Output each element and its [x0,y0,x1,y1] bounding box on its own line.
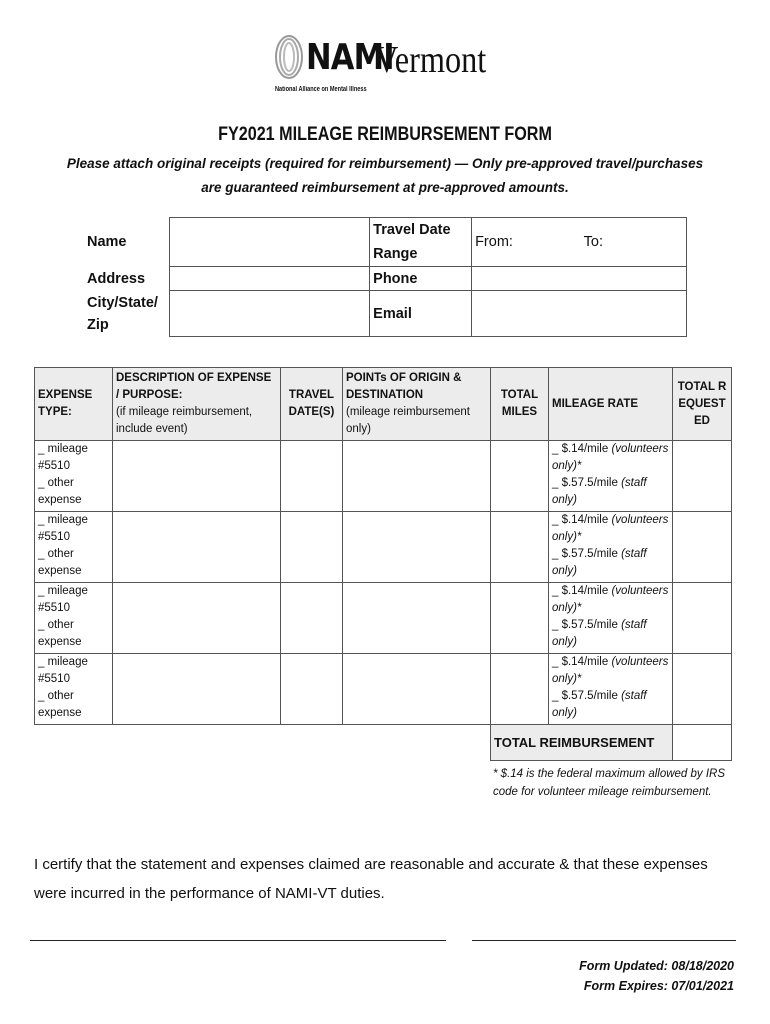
total-requested-cell[interactable] [673,583,732,654]
rate-volunteer-note: (volunteers only)* [552,443,669,472]
rate-option-volunteer[interactable] [552,583,669,617]
rate-volunteer-amount: _ $.14/mile [552,514,609,526]
city-state-zip-field[interactable] [170,291,370,337]
city-state-zip-label: City/State/Zip [87,294,158,333]
header-description [113,368,281,441]
travel-date-field[interactable] [472,218,687,267]
points-cell[interactable] [343,441,491,512]
travel-dates-cell[interactable] [281,654,343,725]
total-requested-cell[interactable] [673,654,732,725]
total-row-spacer [35,725,491,761]
expense-type-cell[interactable] [35,583,113,654]
expense-row [35,512,732,583]
header-description-sub: (if mileage reimbursement, include event) [116,406,253,435]
rate-staff-amount: _ $.57.5/mile [552,619,618,631]
total-miles-cell[interactable] [491,441,549,512]
form-footer [579,956,734,996]
rate-staff-note: (staff only) [552,619,647,648]
header-total-requested: TOTAL REQUESTED [673,368,732,441]
description-cell[interactable] [113,441,281,512]
travel-date-label: Travel Date Range [370,218,472,267]
phone-label: Phone [370,267,472,291]
rate-option-volunteer[interactable] [552,441,669,475]
rate-volunteer-note: (volunteers only)* [552,514,669,543]
rate-volunteer-amount: _ $.14/mile [552,443,609,455]
logo-tagline: National Alliance on Mental Illness [275,86,367,93]
to-label: To: [583,234,603,250]
points-cell[interactable] [343,583,491,654]
phone-field[interactable] [472,267,687,291]
form-title: FY2021 MILEAGE REIMBURSEMENT FORM [218,124,552,145]
type-option-mileage[interactable]: _ mileage #5510 [38,514,88,543]
expense-row [35,441,732,512]
irs-footnote: * $.14 is the federal maximum allowed by IRS code for volunteer mileage reimbursement. [493,768,726,798]
type-option-mileage[interactable]: _ mileage #5510 [38,443,88,472]
expense-row [35,583,732,654]
type-option-other[interactable]: _ other expense [38,690,82,719]
form-updated: Form Updated: 08/18/2020 [579,959,734,973]
total-requested-cell[interactable] [673,441,732,512]
rate-volunteer-amount: _ $.14/mile [552,656,609,668]
rate-option-volunteer[interactable] [552,512,669,546]
points-cell[interactable] [343,512,491,583]
travel-dates-cell[interactable] [281,441,343,512]
name-label: Name [87,234,127,250]
logo-region: Vermont [375,39,487,81]
rate-staff-amount: _ $.57.5/mile [552,690,618,702]
description-cell[interactable] [113,654,281,725]
name-field[interactable] [170,218,370,267]
rate-staff-amount: _ $.57.5/mile [552,477,618,489]
rate-option-staff[interactable] [552,546,669,580]
total-requested-cell[interactable] [673,512,732,583]
email-field[interactable] [472,291,687,337]
mileage-rate-cell[interactable] [549,654,673,725]
type-option-mileage[interactable]: _ mileage #5510 [38,656,88,685]
expense-type-cell[interactable] [35,654,113,725]
expense-type-cell[interactable] [35,441,113,512]
rate-staff-amount: _ $.57.5/mile [552,548,618,560]
expense-table [34,367,732,761]
header-points-sub: (mileage reimbursement only) [346,406,470,435]
signature-line[interactable] [30,940,446,941]
rate-option-staff[interactable] [552,475,669,509]
rate-staff-note: (staff only) [552,477,647,506]
header-travel-dates: TRAVEL DATE(S) [281,368,343,441]
certification-statement: I certify that the statement and expenses claimed are reasonable and accurate & that these expenses were incurred in the performance of NAMI-VT duties. [34,856,708,902]
header-mileage-rate: MILEAGE RATE [549,368,673,441]
description-cell[interactable] [113,583,281,654]
form-instructions: Please attach original receipts (required for reimbursement) — Only pre-approved travel/purchases are guaranteed reimbursement at pre-approved amounts. [66,156,704,195]
type-option-mileage[interactable]: _ mileage #5510 [38,585,88,614]
nami-swirl-icon [274,34,304,80]
type-option-other[interactable]: _ other expense [38,619,82,648]
personal-info-table [84,217,687,337]
total-miles-cell[interactable] [491,654,549,725]
rate-volunteer-amount: _ $.14/mile [552,585,609,597]
travel-dates-cell[interactable] [281,583,343,654]
logo-brand: NAMI [306,37,394,78]
rate-staff-note: (staff only) [552,548,647,577]
total-miles-cell[interactable] [491,512,549,583]
total-reimbursement-field[interactable] [673,725,732,761]
mileage-rate-cell[interactable] [549,512,673,583]
mileage-rate-cell[interactable] [549,441,673,512]
address-field[interactable] [170,267,370,291]
type-option-other[interactable]: _ other expense [38,477,82,506]
date-line[interactable] [472,940,736,941]
total-miles-cell[interactable] [491,583,549,654]
rate-staff-note: (staff only) [552,690,647,719]
address-label: Address [87,270,146,287]
mileage-rate-cell[interactable] [549,583,673,654]
expense-row [35,654,732,725]
rate-option-staff[interactable] [552,617,669,651]
header-points-title: POINTs OF ORIGIN & DESTINATION [346,372,462,401]
description-cell[interactable] [113,512,281,583]
form-expires: Form Expires: 07/01/2021 [583,979,734,993]
rate-option-volunteer[interactable] [552,654,669,688]
header-description-title: DESCRIPTION OF EXPENSE / PURPOSE: [116,372,272,401]
header-expense-type: EXPENSE TYPE: [35,368,113,441]
rate-volunteer-note: (volunteers only)* [552,585,669,614]
from-label: From: [475,234,513,250]
rate-volunteer-note: (volunteers only)* [552,656,669,685]
nami-vermont-logo [272,32,500,98]
points-cell[interactable] [343,654,491,725]
email-label: Email [370,291,472,337]
rate-option-staff[interactable] [552,688,669,722]
header-total-miles: TOTAL MILES [491,368,549,441]
type-option-other[interactable]: _ other expense [38,548,82,577]
header-points [343,368,491,441]
expense-type-cell[interactable] [35,512,113,583]
travel-dates-cell[interactable] [281,512,343,583]
total-reimbursement-label: TOTAL REIMBURSEMENT [491,725,673,761]
total-row [35,725,732,761]
